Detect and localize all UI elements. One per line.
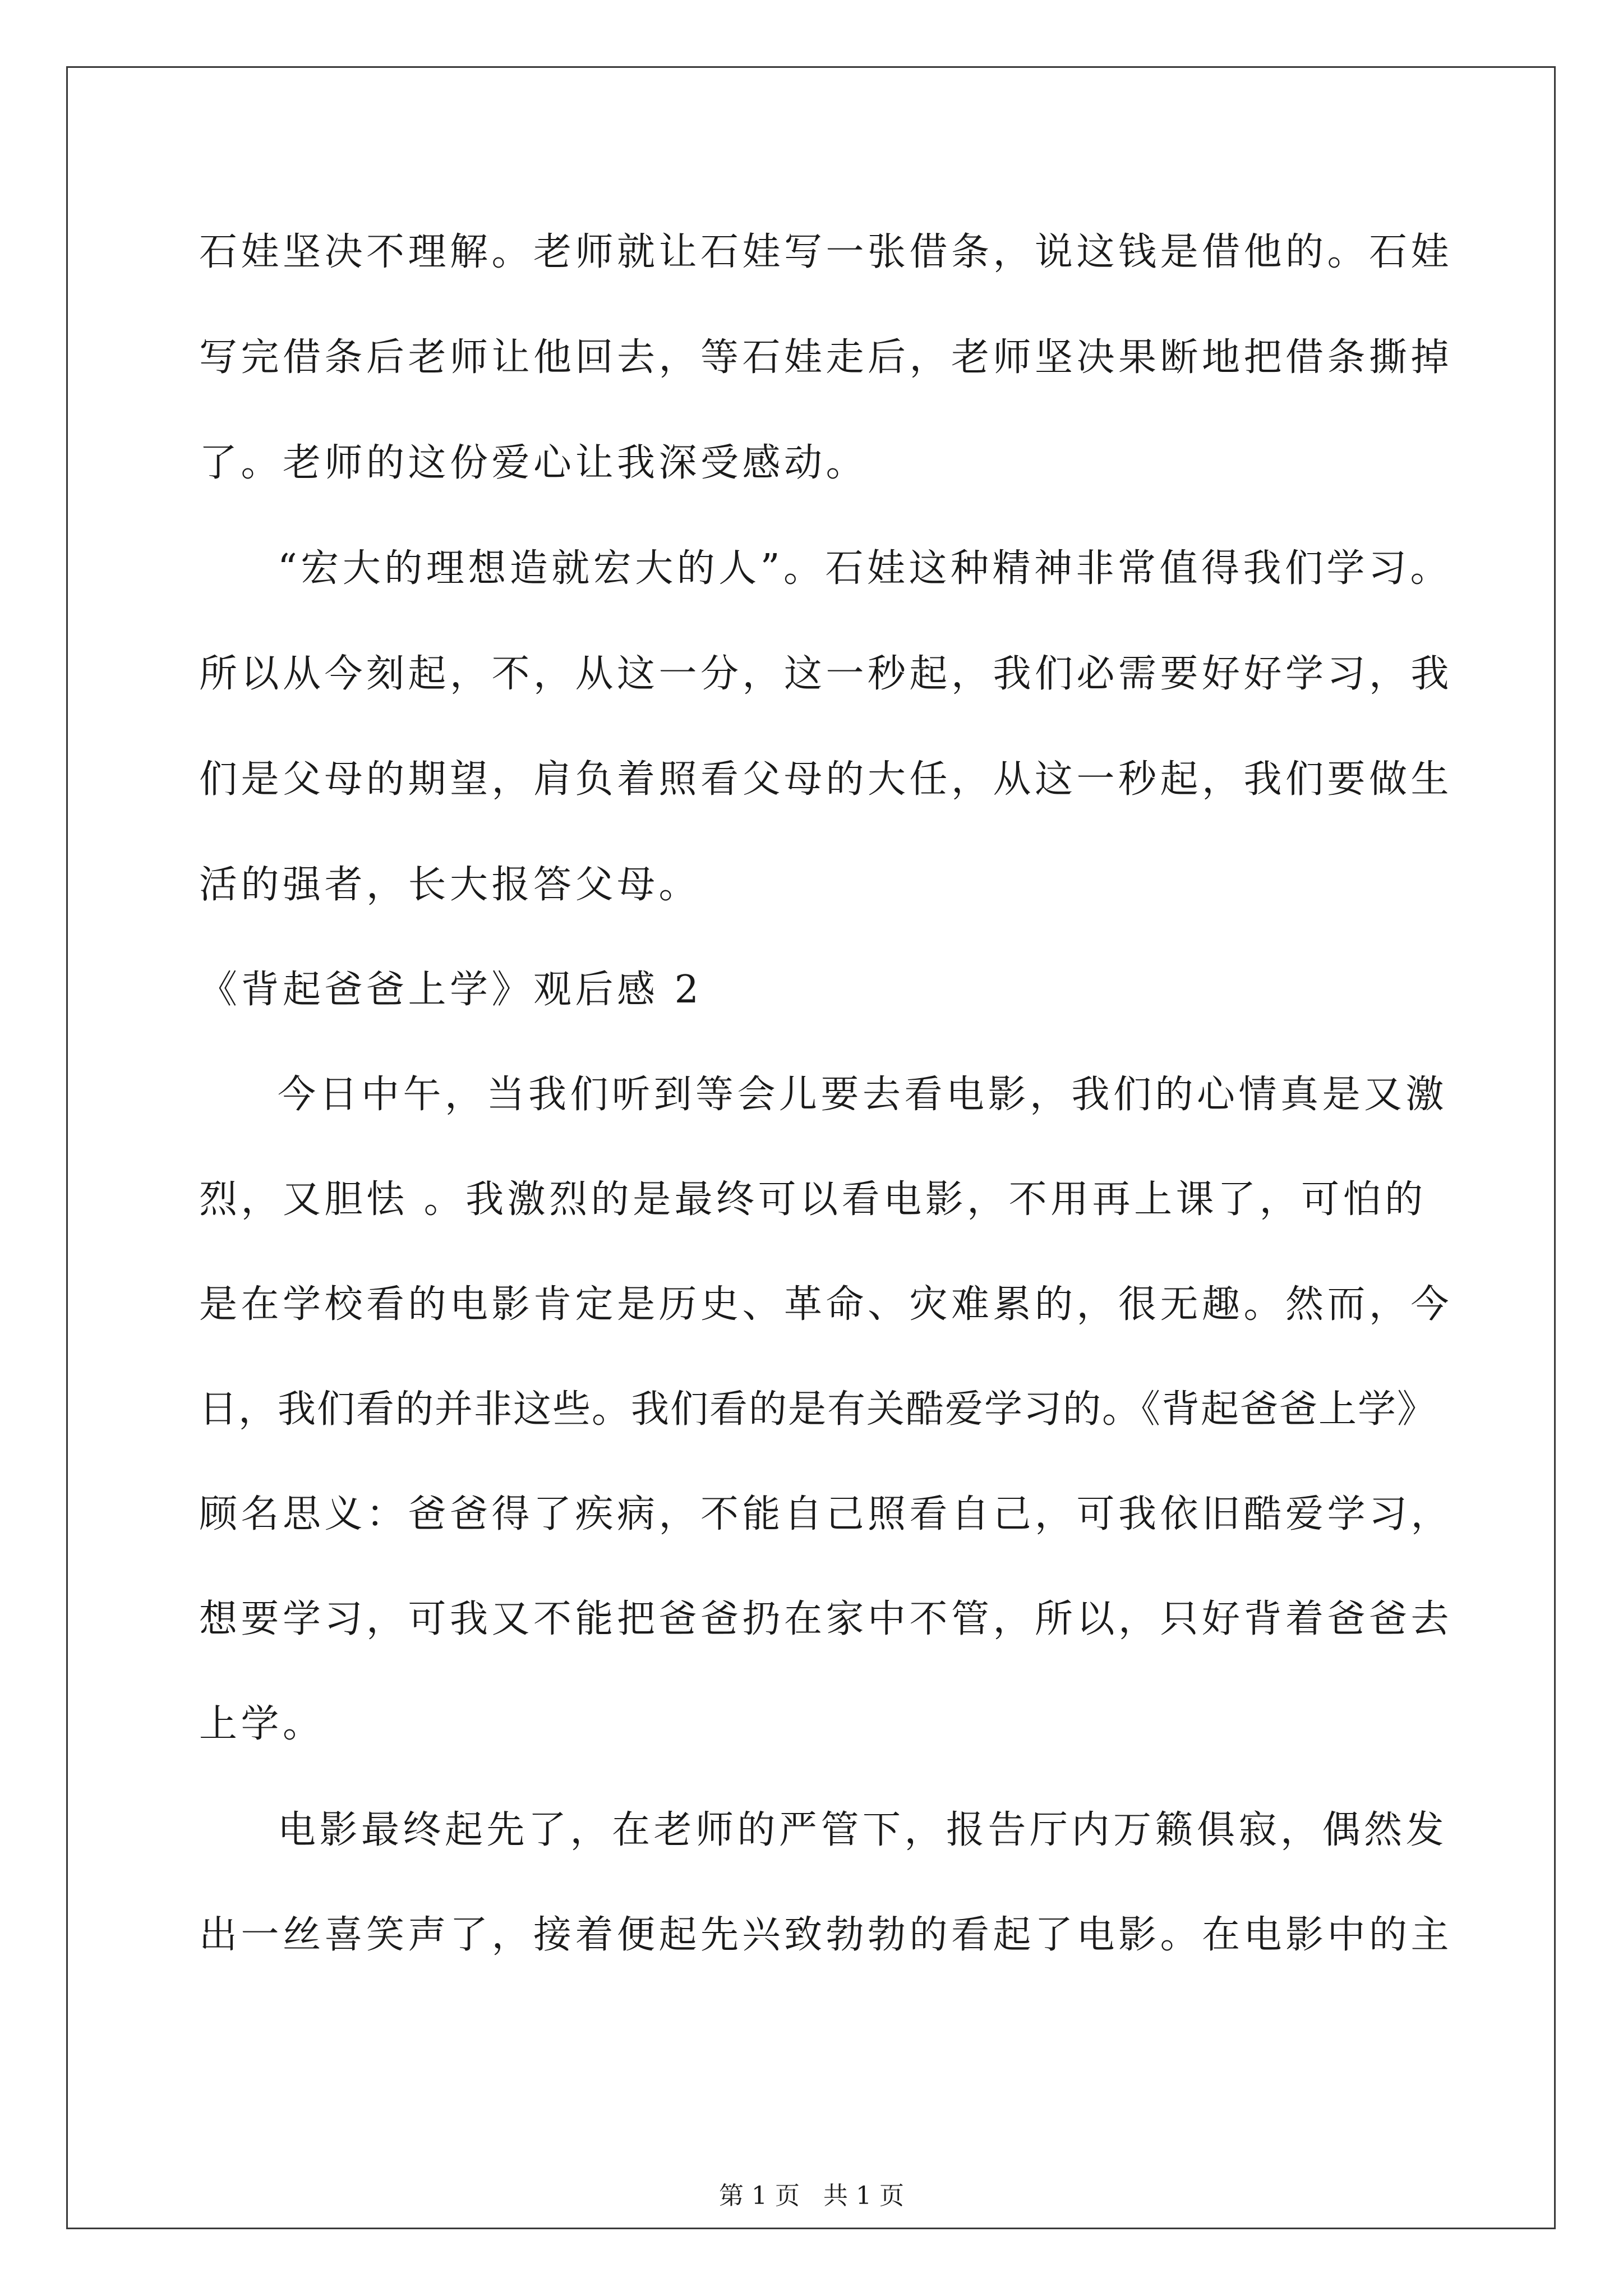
- paragraph-line: 们是父母的期望，肩负着照看父母的大任，从这一秒起，我们要做生: [199, 757, 1453, 802]
- paragraph-line: 所以从今刻起，不，从这一分，这一秒起，我们必需要好好学习，我: [199, 652, 1453, 696]
- paragraph-line: 活的强者，长大报答父母。: [199, 863, 701, 907]
- paragraph-line: 写完借条后老师让他回去，等石娃走后，老师坚决果断地把借条撕掉: [199, 335, 1453, 380]
- paragraph-line: 顾名思义：爸爸得了疾病，不能自己照看自己，可我依旧酷爱学习，: [199, 1492, 1453, 1536]
- page-border: [66, 66, 1556, 2229]
- paragraph-line: 日，我们看的并非这些。我们看的是有关酷爱学习的。《背起爸爸上学》: [199, 1387, 1437, 1432]
- paragraph-line: 了。老师的这份爱心让我深受感动。: [199, 441, 868, 485]
- paragraph-line: 今日中午，当我们听到等会儿要去看电影，我们的心情真是又激: [278, 1073, 1448, 1117]
- paragraph-line: 想要学习，可我又不能把爸爸扔在家中不管，所以，只好背着爸爸去: [199, 1597, 1453, 1641]
- paragraph-line: 电影最终起先了，在老师的严管下，报告厅内万籁俱寂，偶然发: [278, 1808, 1448, 1852]
- paragraph-line: 石娃坚决不理解。老师就让石娃写一张借条，说这钱是借他的。石娃: [199, 230, 1453, 274]
- paragraph-line: 烈，又胆怯 。我激烈的是最终可以看电影，不用再上课了，可怕的: [199, 1177, 1427, 1222]
- paragraph-line: 是在学校看的电影肯定是历史、革命、灾难累的，很无趣。然而，今: [199, 1282, 1453, 1327]
- section-title: 《背起爸爸上学》观后感 2: [199, 968, 703, 1012]
- paragraph-line: 出一丝喜笑声了，接着便起先兴致勃勃的看起了电影。在电影中的主: [199, 1913, 1453, 1957]
- paragraph-line: 上学。: [199, 1702, 325, 1746]
- paragraph-line: “宏大的理想造就宏大的人”。石娃这种精神非常值得我们学习。: [278, 546, 1453, 591]
- page-footer: 第 1 页 共 1 页: [719, 2182, 904, 2210]
